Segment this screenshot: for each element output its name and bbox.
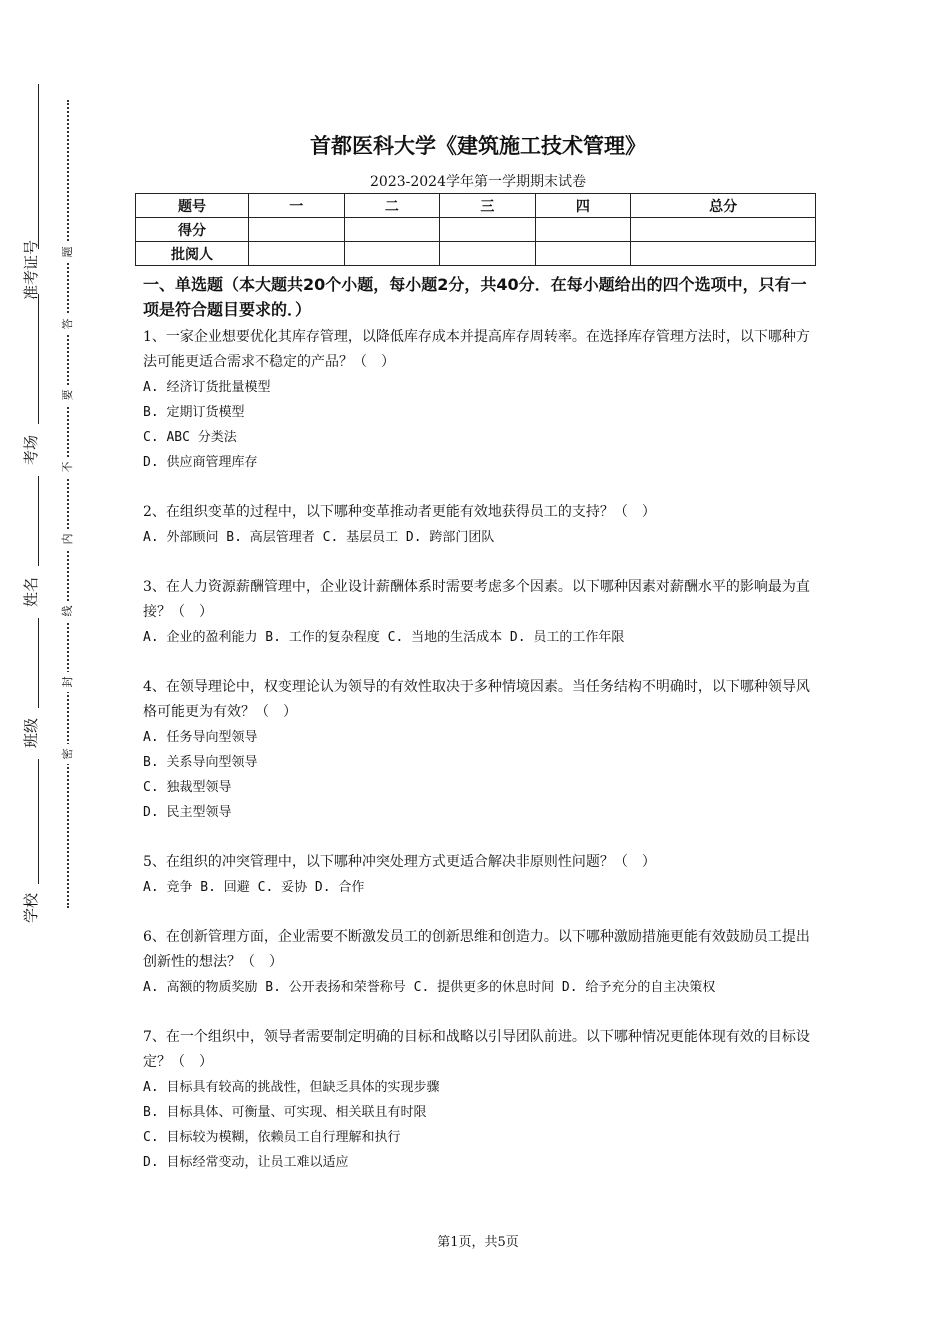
grader-cell[interactable] bbox=[535, 242, 631, 266]
grader-cell[interactable] bbox=[631, 242, 816, 266]
grader-cell[interactable] bbox=[344, 242, 440, 266]
exam-number-label: 准考证号 bbox=[21, 239, 40, 300]
option: B. 定期订货模型 bbox=[143, 405, 245, 420]
score-row bbox=[136, 218, 816, 242]
option: A. 高额的物质奖励 B. 公开表扬和荣誉称号 C. 提供更多的休息时间 D. 给予充分的自主决策权 bbox=[143, 980, 716, 995]
grader-cell[interactable] bbox=[440, 242, 536, 266]
option: C. ABC 分类法 bbox=[143, 430, 237, 445]
name-label: 姓名 bbox=[21, 577, 40, 608]
column-header: 三 bbox=[440, 194, 536, 218]
exam-room-line bbox=[38, 294, 39, 424]
score-cell[interactable] bbox=[535, 218, 631, 242]
score-table-header-row bbox=[136, 194, 816, 218]
binding-margin bbox=[0, 0, 80, 1344]
grader-row bbox=[136, 242, 816, 266]
seal-char: 题 bbox=[60, 242, 76, 262]
class-line bbox=[38, 618, 39, 708]
exam-subtitle: 2023-2024学年第一学期期末试卷 bbox=[370, 174, 586, 190]
question-text: 4、在领导理论中，权变理论认为领导的有效性取决于多种情境因素。当任务结构不明确时，以下哪种领导风格可能更为有效？（ ） bbox=[143, 679, 810, 720]
exam-room-label: 考场 bbox=[21, 435, 40, 466]
column-header: 一 bbox=[249, 194, 345, 218]
seal-char: 密 bbox=[60, 744, 76, 764]
seal-char: 要 bbox=[60, 385, 76, 405]
seal-char: 不 bbox=[60, 457, 76, 477]
question bbox=[143, 325, 815, 475]
seal-char: 封 bbox=[60, 672, 76, 692]
question bbox=[143, 1025, 815, 1175]
option: A. 外部顾问 B. 高层管理者 C. 基层员工 D. 跨部门团队 bbox=[143, 530, 495, 545]
option: B. 关系导向型领导 bbox=[143, 755, 258, 770]
section-title: 一、单选题（本大题共20个小题，每小题2分，共40分．在每小题给出的四个选项中，只有一项是符合题目要求的．） bbox=[143, 275, 807, 319]
question-text: 2、在组织变革的过程中，以下哪种变革推动者更能有效地获得员工的支持？（ ） bbox=[143, 504, 656, 520]
seal-char: 线 bbox=[60, 601, 76, 621]
seal-char: 答 bbox=[60, 314, 76, 334]
option: A. 任务导向型领导 bbox=[143, 730, 258, 745]
score-cell[interactable] bbox=[440, 218, 536, 242]
exam-content bbox=[143, 272, 815, 1175]
column-header: 总分 bbox=[631, 194, 816, 218]
score-cell[interactable] bbox=[344, 218, 440, 242]
row-header: 得分 bbox=[136, 218, 249, 242]
option: A. 经济订货批量模型 bbox=[143, 380, 271, 395]
exam-number-line bbox=[38, 84, 39, 249]
column-header: 二 bbox=[344, 194, 440, 218]
school-label: 学校 bbox=[21, 893, 40, 924]
question-text: 7、在一个组织中，领导者需要制定明确的目标和战略以引导团队前进。以下哪种情况更能体现有效的目标设定？（ ） bbox=[143, 1029, 810, 1070]
column-header: 四 bbox=[535, 194, 631, 218]
score-cell[interactable] bbox=[249, 218, 345, 242]
question bbox=[143, 850, 815, 900]
question bbox=[143, 575, 815, 650]
name-line bbox=[38, 476, 39, 566]
seal-dotted-line bbox=[67, 100, 69, 908]
option: C. 独裁型领导 bbox=[143, 780, 232, 795]
grader-cell[interactable] bbox=[249, 242, 345, 266]
school-line bbox=[38, 759, 39, 884]
score-table bbox=[135, 193, 816, 266]
question-text: 6、在创新管理方面，企业需要不断激发员工的创新思维和创造力。以下哪种激励措施更能有效鼓励员工提出创新性的想法？（ ） bbox=[143, 929, 810, 970]
option: A. 企业的盈利能力 B. 工作的复杂程度 C. 当地的生活成本 D. 员工的工作年限 bbox=[143, 630, 625, 645]
option: B. 目标具体、可衡量、可实现、相关联且有时限 bbox=[143, 1105, 427, 1120]
question bbox=[143, 500, 815, 550]
page-number: 第1页，共5页 bbox=[437, 1235, 519, 1250]
option: D. 民主型领导 bbox=[143, 805, 232, 820]
question bbox=[143, 675, 815, 825]
question-text: 1、一家企业想要优化其库存管理，以降低库存成本并提高库存周转率。在选择库存管理方法时，以下哪种方法可能更适合需求不稳定的产品？（ ） bbox=[143, 329, 810, 370]
question bbox=[143, 925, 815, 1000]
question-text: 3、在人力资源薪酬管理中，企业设计薪酬体系时需要考虑多个因素。以下哪种因素对薪酬水平的影响最为直接？（ ） bbox=[143, 579, 810, 620]
option: A. 目标具有较高的挑战性，但缺乏具体的实现步骤 bbox=[143, 1080, 440, 1095]
option: C. 目标较为模糊，依赖员工自行理解和执行 bbox=[143, 1130, 401, 1145]
score-cell[interactable] bbox=[631, 218, 816, 242]
option: D. 目标经常变动，让员工难以适应 bbox=[143, 1155, 349, 1170]
exam-title: 首都医科大学《建筑施工技术管理》 bbox=[310, 134, 646, 158]
option: A. 竞争 B. 回避 C. 妥协 D. 合作 bbox=[143, 880, 365, 895]
column-header: 题号 bbox=[136, 194, 249, 218]
seal-char: 内 bbox=[60, 529, 76, 549]
question-text: 5、在组织的冲突管理中，以下哪种冲突处理方式更适合解决非原则性问题？（ ） bbox=[143, 854, 656, 870]
class-label: 班级 bbox=[21, 718, 40, 749]
option: D. 供应商管理库存 bbox=[143, 455, 258, 470]
row-header: 批阅人 bbox=[136, 242, 249, 266]
